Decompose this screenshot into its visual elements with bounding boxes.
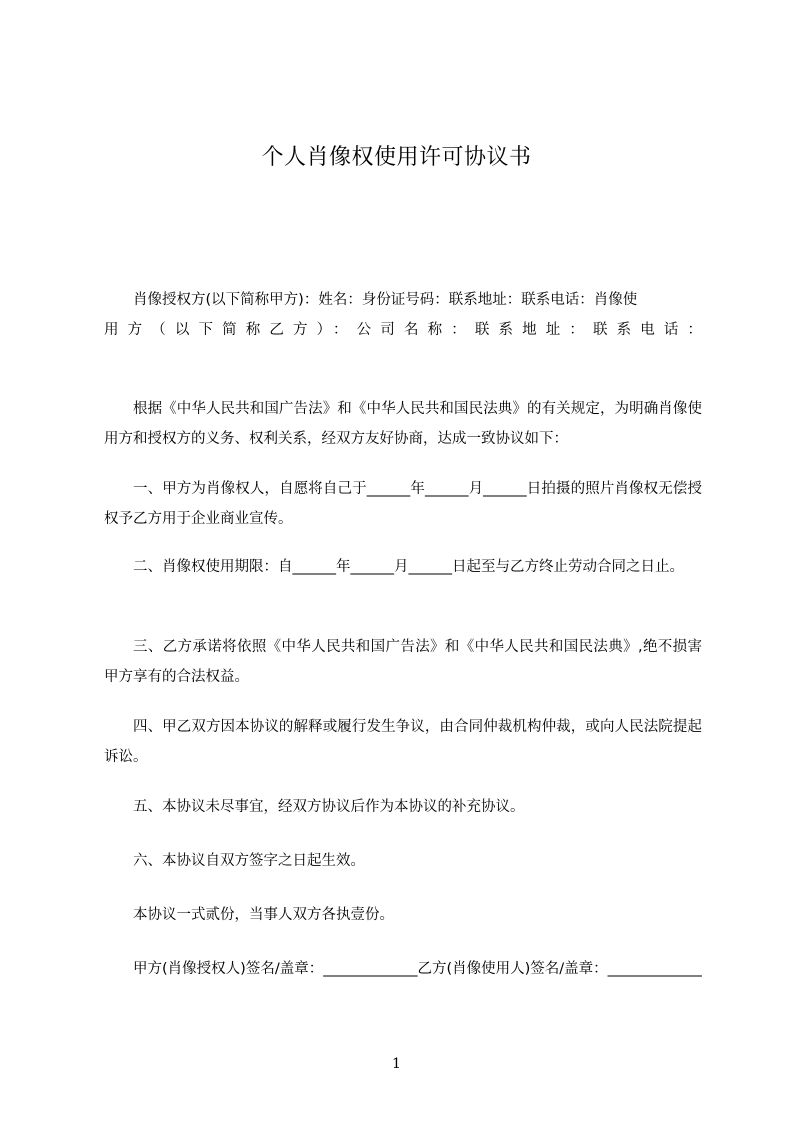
intro-paragraph: 根据《中华人民共和国广告法》和《中华人民共和国民法典》的有关规定，为明确肖像使用方和授权方的义务、权利关系，经双方友好协商，达成一致协议如下： (104, 401, 702, 447)
clause-6: 六、本协议自双方签字之日起生效。 (133, 853, 365, 869)
clause-1: 一、甲方为肖像权人，自愿将自己于______年______月______日拍摄的照片肖像权无偿授权予乙方用于企业商业宣传。 (104, 481, 702, 527)
parties-line-1: 肖像授权方(以下简称甲方)：姓名：身份证号码：联系地址：联系电话：肖像使 (133, 292, 638, 308)
clause-2: 二、肖像权使用期限：自______年______月______日起至与乙方终止劳动合同之日止。 (133, 559, 684, 575)
parties-line-2: 用方（以下简称乙方）：公司名称：联系地址：联系电话： (104, 322, 702, 338)
signature-line: 甲方(肖像授权人)签名/盖章：_____________乙方(肖像使用人)签名/盖章：_____________ (133, 961, 702, 977)
clause-4: 四、甲乙双方因本协议的解释或履行发生争议，由合同仲裁机构仲裁，或向人民法院提起诉讼。 (104, 719, 702, 765)
page-number: 1 (392, 1056, 401, 1072)
clause-5: 五、本协议未尽事宜，经双方协议后作为本协议的补充协议。 (133, 799, 525, 815)
copies-statement: 本协议一式贰份，当事人双方各执壹份。 (133, 907, 394, 923)
parties-paragraph (104, 285, 702, 345)
document-title: 个人肖像权使用许可协议书 (261, 145, 532, 170)
clause-3: 三、乙方承诺将依照《中华人民共和国广告法》和《中华人民共和国民法典》,绝不损害甲方享有的合法权益。 (104, 639, 702, 685)
